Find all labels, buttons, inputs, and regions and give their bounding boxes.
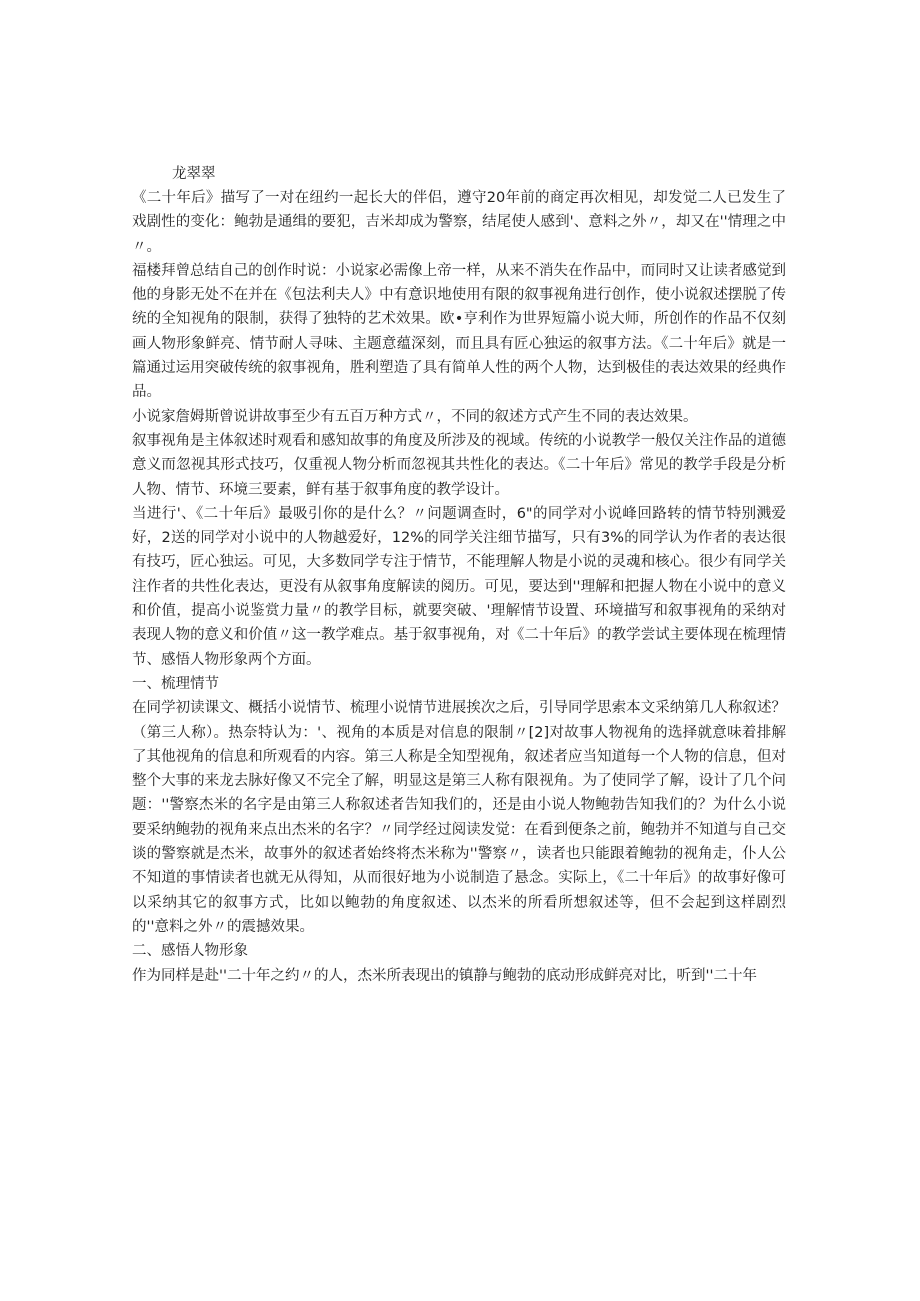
paragraph-character: 作为同样是赴''二十年之约〃的人，杰米所表现出的镇静与鲍勃的底动形成鲜亮对比，听到''二十年 [132, 967, 757, 984]
paragraph-survey: 当进行'、《二十年后》最吸引你的是什么？〃问题调查时，6"的同学对小说峰回路转的情节特别溅爱好，2送的同学对小说中的人物越爱好，12%的同学关注细节描写，只有3%的同学认为作者的表达很有技巧，匠心独运。可见，大多数同学专注于情节，不能理解人物是小说的灵魂和核心。很少有同学关注作者的共性化表达，更没有从叙事角度解读的阅历。可见，要达到''理解和把握人物在小说中的意义和价值，提高小说鉴赏力量〃的教学目标，就要突破、'理解情节设置、环境描写和叙事视角的采纳对表现人物的意义和价值〃这一教学难点。基于叙事视角，对《二十年后》的教学尝试主要体现在梳理情节、感悟人物形象两个方面。 [132, 505, 786, 668]
section-heading-character: 二、感悟人物形象 [132, 943, 248, 960]
paragraph-james: 小说家詹姆斯曾说讲故事至少有五百万种方式〃，不同的叙述方式产生不同的表达效果。 [132, 408, 698, 425]
document-page [132, 162, 786, 988]
paragraph-intro: 《二十年后》描写了一对在纽约一起长大的伴侣，遵守20年前的商定再次相见，却发觉二人已发生了戏剧性的变化：鲍勃是通缉的要犯，吉米却成为警察，结尾使人感到'、意料之外〃，却又在''情理之中〃。 [132, 190, 786, 255]
paragraph-plot: 在同学初读课文、概括小说情节、梳理小说情节进展挨次之后，引导同学思索本文采纳第几人称叙述？（第三人称）。热奈特认为：'、视角的本质是对信息的限制〃[2]对故事人物视角的选择就意味着排解了其他视角的信息和所观看的内容。第三人称是全知型视角，叙述者应当知道每一个人物的信息，但对整个大事的来龙去脉好像又不完全了解，明显这是第三人称有限视角。为了使同学了解，设计了几个问题：''警察杰米的名字是由第三人称叙述者告知我们的，还是由小说人物鲍勃告知我们的？为什么小说要采纳鲍勃的视角来点出杰米的名字？〃同学经过阅读发觉：在看到便条之前，鲍勃并不知道与自己交谈的警察就是杰米，故事外的叙述者始终将杰米称为''警察〃，读者也只能跟着鲍勃的视角走，仆人公不知道的事情读者也就无从得知，从而很好地为小说制造了悬念。实际上，《二十年后》的故事好像可以采纳其它的叙事方式，比如以鲍勃的角度叙述、以杰米的所看所想叙述等，但不会起到这样剧烈的''意料之外〃的震撼效果。 [132, 700, 786, 935]
author-name: 龙翠翠 [172, 166, 216, 182]
section-heading-plot: 一、梳理情节 [132, 675, 219, 692]
paragraph-narrative-perspective: 叙事视角是主体叙述时观看和感知故事的角度及所涉及的视域。传统的小说教学一般仅关注作品的道德意义而忽视其形式技巧，仅重视人物分析而忽视其共性化的表达。《二十年后》常见的教学手段是分析人物、情节、环境三要素，鲜有基于叙事角度的教学设计。 [132, 432, 786, 498]
paragraph-flaubert: 福楼拜曾总结自己的创作时说：小说家必需像上帝一样，从来不消失在作品中，而同时又让读者感觉到他的身影无处不在并在《包法利夫人》中有意识地使用有限的叙事视角进行创作，使小说叙述摆脱了传统的全知视角的限制，获得了独特的艺术效果。欧•亨利作为世界短篇小说大师，所创作的作品不仅刻画人物形象鲜亮、情节耐人寻味、主题意蕴深刻，而且具有匠心独运的叙事方法。《二十年后》就是一篇通过运用突破传统的叙事视角，胜利塑造了具有简单人性的两个人物，达到极佳的表达效果的经典作品。 [132, 262, 786, 401]
